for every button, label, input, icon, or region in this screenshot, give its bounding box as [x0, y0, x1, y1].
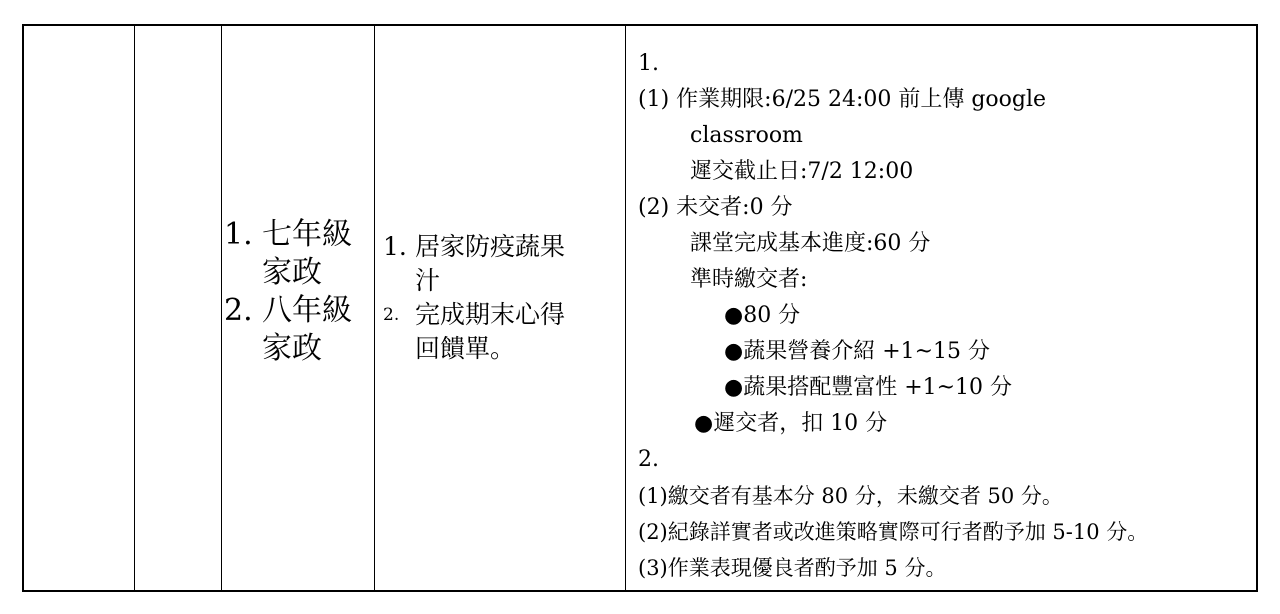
- rule-line: (1) 作業期限:6/25 24:00 前上傳 google: [638, 87, 1047, 112]
- rule-line: 課堂完成基本進度:60 分: [690, 231, 931, 256]
- grade-subject: 家政: [262, 255, 322, 290]
- activity-number: 2.: [383, 305, 400, 325]
- grade-item: [222, 216, 374, 254]
- grade-cell: [222, 26, 374, 590]
- grading-rules-cell: [626, 26, 1256, 590]
- bullet-item: ●遲交者，扣 10 分: [694, 411, 888, 436]
- grade-list: [222, 216, 374, 368]
- empty-cell-1: [24, 26, 134, 590]
- activity-label-cont: 回饋單。: [415, 334, 516, 363]
- bullet-item: ●80 分: [724, 303, 801, 328]
- section-heading: 1.: [638, 51, 659, 76]
- assessment-table: [22, 24, 1258, 592]
- rule-line: (1)繳交者有基本分 80 分，未繳交者 50 分。: [638, 484, 1063, 508]
- grade-label: 七年級: [262, 217, 352, 252]
- activity-label: 居家防疫蔬果: [415, 232, 566, 261]
- bullet-item: ●蔬果搭配豐富性 +1~10 分: [724, 375, 1013, 400]
- rule-line: (3)作業表現優良者酌予加 5 分。: [638, 556, 947, 580]
- rule-line: 準時繳交者:: [690, 267, 808, 292]
- rule-line: 遲交截止日:7/2 12:00: [690, 159, 914, 184]
- empty-cell-2: [135, 26, 221, 590]
- grade-number: 2.: [224, 293, 253, 328]
- grading-rules: [638, 46, 1148, 586]
- bullet-item: ●蔬果營養介紹 +1~15 分: [724, 339, 991, 364]
- grade-label: 八年級: [262, 293, 352, 328]
- grade-number: 1.: [224, 217, 253, 252]
- activity-item: [383, 230, 623, 264]
- activity-label-cont: 汁: [415, 266, 441, 295]
- rule-line: (2)紀錄詳實者或改進策略實際可行者酌予加 5-10 分。: [638, 520, 1149, 544]
- rule-line: classroom: [690, 123, 803, 148]
- section-heading: 2.: [638, 447, 659, 472]
- grade-item: [222, 292, 374, 330]
- rule-line: (2) 未交者:0 分: [638, 195, 793, 220]
- activity-label: 完成期末心得: [415, 300, 566, 329]
- activity-number: 1.: [383, 232, 407, 261]
- grade-subject: 家政: [262, 331, 322, 366]
- activity-item: [383, 298, 623, 332]
- activity-cell: [375, 26, 625, 590]
- activity-list: [383, 230, 623, 366]
